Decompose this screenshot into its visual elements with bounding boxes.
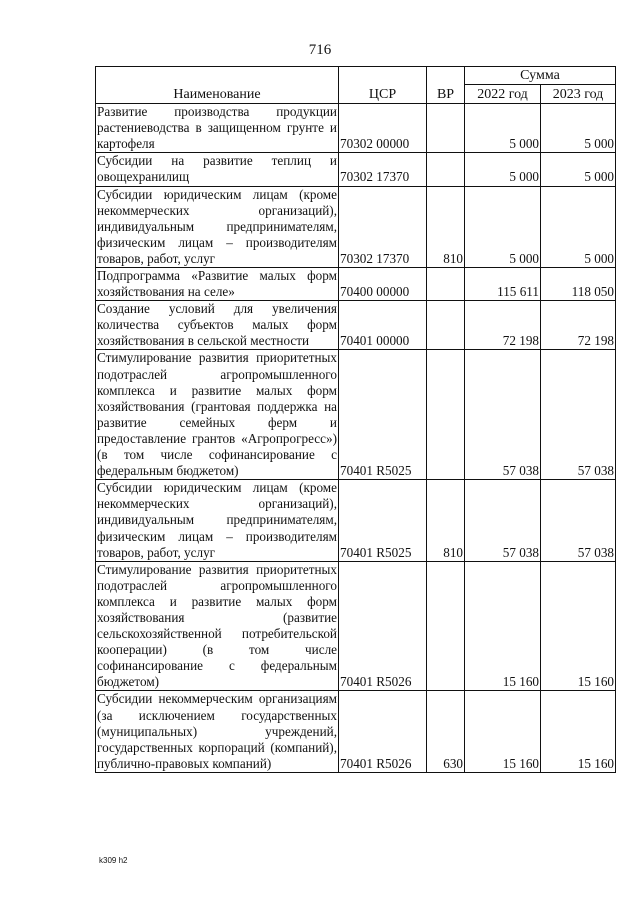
header-csr: ЦСР	[339, 67, 427, 104]
row-sum-2022: 5 000	[465, 153, 541, 186]
row-name: Подпрограмма «Развитие малых форм хозяйствования на селе»	[97, 268, 337, 300]
table-row	[96, 268, 616, 301]
row-name: Субсидии на развитие теплиц и овощехранилищ	[97, 153, 337, 185]
row-name: Создание условий для увеличения количества субъектов малых форм хозяйствования в сельской местности	[97, 301, 337, 349]
row-csr: 70302 17370	[339, 186, 427, 267]
table-row	[96, 186, 616, 267]
row-sum-2023: 15 160	[541, 561, 616, 691]
budget-table	[95, 66, 616, 773]
table-row	[96, 691, 616, 772]
row-csr: 70302 17370	[339, 153, 427, 186]
row-sum-2023: 118 050	[541, 268, 616, 301]
row-sum-2023: 72 198	[541, 301, 616, 350]
row-vr	[427, 301, 465, 350]
row-sum-2023: 57 038	[541, 350, 616, 480]
table-row	[96, 301, 616, 350]
row-vr: 630	[427, 691, 465, 772]
table-row	[96, 480, 616, 561]
row-vr	[427, 561, 465, 691]
row-sum-2022: 72 198	[465, 301, 541, 350]
row-sum-2022: 57 038	[465, 480, 541, 561]
row-csr: 70302 00000	[339, 104, 427, 153]
header-sum: Сумма	[465, 67, 616, 85]
row-vr	[427, 153, 465, 186]
row-vr: 810	[427, 186, 465, 267]
row-sum-2023: 5 000	[541, 186, 616, 267]
row-csr: 70400 00000	[339, 268, 427, 301]
row-name: Стимулирование развития приоритетных подотраслей агропромышленного комплекса и развитие малых форм хозяйствования (грантовая поддержка на развитие семейных ферм и предоставление грантов «Агропрогресс») (в том числе софинансирование с федеральным бюджетом)	[97, 350, 337, 479]
row-csr: 70401 R5026	[339, 561, 427, 691]
row-name: Субсидии некоммерческим организациям (за исключением государственных (муниципальных) учреждений, государственных корпораций (компаний), публично-правовых компаний)	[97, 691, 337, 771]
footer-code: k309 h2	[99, 856, 128, 865]
row-name: Развитие производства продукции растениеводства в защищенном грунте и картофеля	[97, 104, 337, 152]
row-sum-2022: 115 611	[465, 268, 541, 301]
row-name: Субсидии юридическим лицам (кроме некоммерческих организаций), индивидуальным предпринимателям, физическим лицам – производителям товаров, работ, услуг	[97, 186, 337, 266]
row-csr: 70401 R5025	[339, 480, 427, 561]
row-sum-2023: 57 038	[541, 480, 616, 561]
table-row	[96, 561, 616, 691]
row-csr: 70401 R5025	[339, 350, 427, 480]
row-sum-2022: 5 000	[465, 104, 541, 153]
row-vr	[427, 104, 465, 153]
header-year-2022: 2022 год	[465, 85, 541, 104]
page-number: 716	[308, 42, 332, 58]
row-vr: 810	[427, 480, 465, 561]
row-csr: 70401 00000	[339, 301, 427, 350]
row-sum-2022: 15 160	[465, 691, 541, 772]
header-name: Наименование	[96, 67, 339, 104]
row-sum-2022: 5 000	[465, 186, 541, 267]
row-name: Стимулирование развития приоритетных подотраслей агропромышленного комплекса и развитие малых форм хозяйствования (развитие сельскохозяйственной потребительской кооперации) (в том числе софинансирование с федеральным бюджетом)	[97, 561, 337, 690]
table-row	[96, 350, 616, 480]
row-vr	[427, 268, 465, 301]
row-sum-2023: 5 000	[541, 153, 616, 186]
row-csr: 70401 R5026	[339, 691, 427, 772]
row-sum-2022: 57 038	[465, 350, 541, 480]
row-name: Субсидии юридическим лицам (кроме некоммерческих организаций), индивидуальным предпринимателям, физическим лицам – производителям товаров, работ, услуг	[97, 480, 337, 560]
header-vr: ВР	[427, 67, 465, 104]
row-sum-2022: 15 160	[465, 561, 541, 691]
header-year-2023: 2023 год	[541, 85, 616, 104]
row-vr	[427, 350, 465, 480]
table-row	[96, 153, 616, 186]
table-row	[96, 104, 616, 153]
row-sum-2023: 5 000	[541, 104, 616, 153]
row-sum-2023: 15 160	[541, 691, 616, 772]
